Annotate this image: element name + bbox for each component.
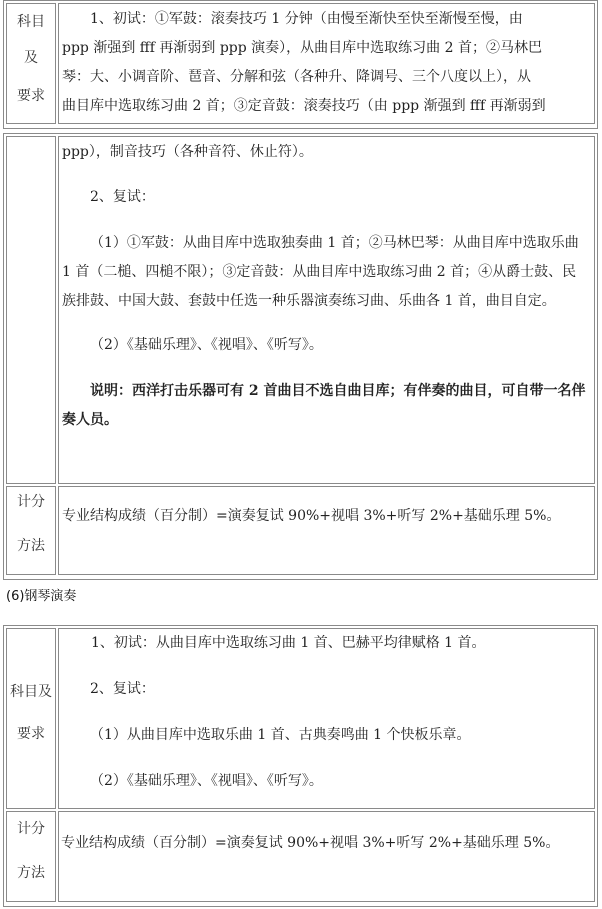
continuation-line: ppp），制音技巧（各种音符、休止符）。: [62, 144, 313, 160]
requirements-cell: [58, 3, 595, 124]
scoring-label-bottom: 方法: [17, 865, 45, 881]
subject-label-cell: [6, 3, 56, 124]
initial-test-line: 1、初试：①军鼓：滚奏技巧 1 分钟（由慢至渐快至快至渐慢至慢，由: [90, 11, 523, 27]
scoring-label-cell: [6, 811, 56, 902]
percussion-table-part-b: [3, 133, 598, 580]
retest-heading: 2、复试：: [90, 189, 155, 205]
retest-item-2: （2）《基础乐理》、《视唱》、《听写》。: [90, 337, 323, 353]
note-text: 说明：西洋打击乐器可有 2 首曲目不选自曲目库；有伴奏的曲目，可自带一名伴奏人员。: [62, 383, 586, 428]
scoring-label-top: 计分: [17, 494, 45, 510]
scoring-cell: [58, 486, 595, 575]
subject-label-cell: [6, 628, 56, 809]
scoring-formula: 专业结构成绩（百分制）=演奏复试 90%+视唱 3%+听写 2%+基础乐理 5%。: [62, 508, 561, 524]
subject-label-top: 科目及: [10, 683, 52, 700]
retest-heading: 2、复试：: [90, 681, 155, 697]
initial-test-line: 1、初试：从曲目库中选取练习曲 1 首、巴赫平均律赋格 1 首。: [91, 635, 486, 651]
scoring-label-bottom: 方法: [17, 538, 45, 554]
retest-item-2: （2）《基础乐理》、《视唱》、《听写》。: [90, 773, 323, 789]
text-line: ppp 渐强到 fff 再渐弱到 ppp 演奏），从曲目库中选取练习曲 2 首；②马林巴: [62, 40, 542, 56]
retest-item-1: （1）①军鼓：从曲目库中选取独奏曲 1 首；②马林巴琴：从曲目库中选取乐曲 1 首（二槌、四槌不限）；③定音鼓：从曲目库中选取练习曲 2 首；④从爵士鼓、民族排鼓、中国大鼓、套鼓中任选一种乐器演奏练习曲、乐曲各 1 首，曲目自定。: [62, 235, 579, 309]
scoring-label-cell: [6, 486, 56, 575]
subject-label-bottom: 要求: [17, 725, 45, 742]
piano-table: [3, 625, 598, 907]
scoring-cell: [58, 811, 595, 902]
scoring-formula: 专业结构成绩（百分制）=演奏复试 90%+视唱 3%+听写 2%+基础乐理 5%。: [61, 835, 560, 851]
text-line: 曲目库中选取练习曲 2 首；③定音鼓：滚奏技巧（由 ppp 渐强到 fff 再渐弱到: [62, 98, 546, 114]
percussion-table-part-a: [3, 0, 598, 129]
section-caption: (6)钢琴演奏: [6, 589, 77, 604]
text-line: 琴：大、小调音阶、琶音、分解和弦（各种升、降调号、三个八度以上），从: [62, 69, 531, 85]
scoring-label-top: 计分: [17, 821, 45, 837]
retest-item-1: （1）从曲目库中选取乐曲 1 首、古典奏鸣曲 1 个快板乐章。: [90, 727, 471, 743]
requirements-cell: [58, 628, 595, 809]
subject-label-line: 及: [24, 50, 38, 66]
empty-label-cell: [6, 136, 56, 484]
requirements-continued-cell: [58, 136, 595, 484]
subject-label-line: 要求: [17, 88, 45, 104]
subject-label-line: 科目: [17, 14, 45, 30]
